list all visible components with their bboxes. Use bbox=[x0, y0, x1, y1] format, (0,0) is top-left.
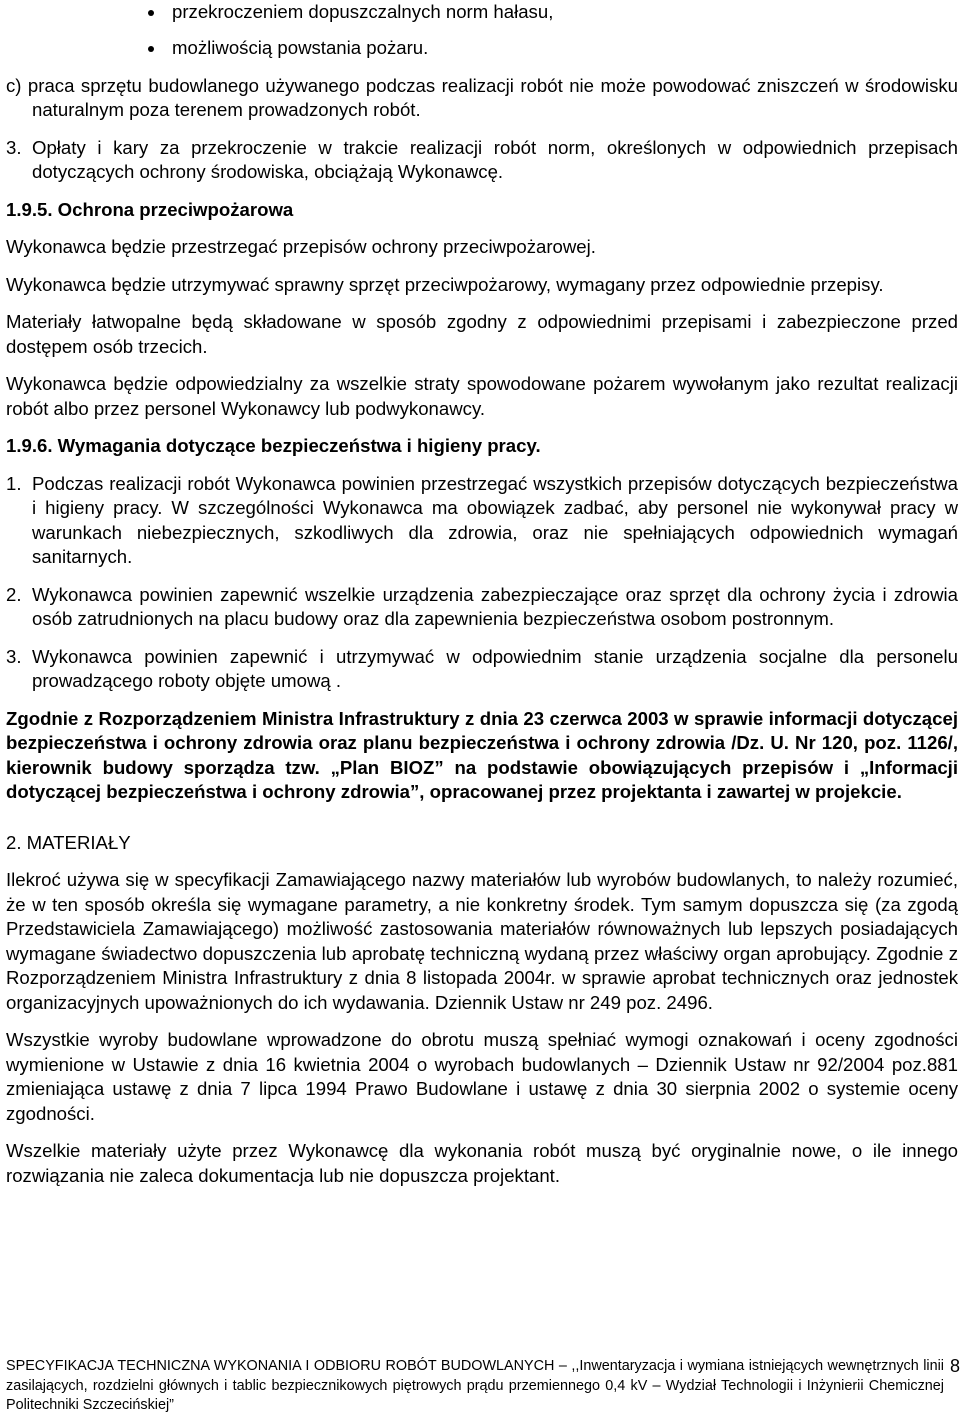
item-3-text: Opłaty i kary za przekroczenie w trakcie realizacji robót norm, określonych w odpowiednich przepisach dotyczących ochrony środowiska, obciążają Wykonawcę. bbox=[32, 136, 958, 182]
list-item bbox=[6, 472, 958, 570]
page-footer bbox=[6, 1357, 958, 1416]
paragraph: Materiały łatwopalne będą składowane w sposób zgodny z odpowiednimi przepisami i zabezpieczone przed dostępem osób trzecich. bbox=[6, 311, 958, 357]
list-item-text: Podczas realizacji robót Wykonawca powinien przestrzegać wszystkich przepisów dotyczących bezpieczeństwa i higieny pracy. W szczególności Wykonawca ma obowiązek zadbać, aby personel nie wykonywał pracy w warunkach niebezpiecznych, szkodliwych dla zdrowia, oraz nie spełniających odpowiednich wymagań sanitarnych. bbox=[32, 472, 958, 567]
section-heading-1-9-5: 1.9.5. Ochrona przeciwpożarowa bbox=[6, 198, 294, 220]
list-item-text: Wykonawca powinien zapewnić wszelkie urządzenia zabezpieczające oraz sprzęt dla ochrony życia i zdrowia osób zatrudnionych na placu budowy oraz dla zapewnienia bezpieczeństwa osobom postronnym. bbox=[32, 583, 958, 629]
list-item-number: 2. bbox=[6, 583, 22, 605]
bioz-paragraph: Zgodnie z Rozporządzeniem Ministra Infrastruktury z dnia 23 czerwca 2003 w sprawie informacji dotyczącej bezpieczeństwa i ochrony zdrowia oraz planu bezpieczeństwa i ochrony zdrowia /Dz. U. Nr 120, poz. 1126/, kierownik budowy sporządza tzw. „Plan BIOZ” na podstawie obowiązujących przepisów i „Informacji dotyczącej bezpieczeństwa i ochrony zdrowia”, opracowanej przez projektanta i zawartej w projekcie. bbox=[6, 707, 958, 802]
bullet-list bbox=[6, 0, 958, 61]
paragraph: Wszelkie materiały użyte przez Wykonawcę dla wykonania robót muszą być oryginalnie nowe, o ile innego rozwiązania nie zaleca dokumentacja lub nie dopuszcza projektant. bbox=[6, 1140, 958, 1186]
bullet-dot-icon bbox=[148, 10, 154, 16]
bullet-item bbox=[6, 0, 958, 24]
paragraph: Wykonawca będzie odpowiedzialny za wszelkie straty spowodowane pożarem wywołanym jako rezultat realizacji robót albo przez personel Wykonawcy lub podwykonawcy. bbox=[6, 373, 958, 419]
page-number: 8 bbox=[949, 1356, 960, 1376]
item-3 bbox=[6, 136, 958, 185]
paragraph: Wszystkie wyroby budowlane wprowadzone do obrotu muszą spełniać wymogi oznakowań i oceny zgodności wymienione w Ustawie z dnia 16 kwietnia 2004 o wyrobach budowlanych – Dziennik Ustaw nr 92/2004 poz.881 zmieniająca ustawę z dnia 7 lipca 1994 Prawo Budowlane i ustawę z dnia 30 sierpnia 2002 o systemie oceny zgodności. bbox=[6, 1029, 958, 1124]
section-heading-2: 2. MATERIAŁY bbox=[6, 831, 131, 853]
list-item bbox=[6, 645, 958, 694]
list-item-number: 3. bbox=[6, 645, 22, 667]
list-item-number: 1. bbox=[6, 472, 22, 494]
list-item-text: Wykonawca powinien zapewnić i utrzymywać w odpowiednim stanie urządzenia socjalne dla personelu prowadzącego roboty objęte umową . bbox=[32, 645, 958, 691]
list-item bbox=[6, 583, 958, 632]
item-c: c) praca sprzętu budowlanego używanego podczas realizacji robót nie może powodować zniszczeń w środowisku naturalnym poza terenem prowadzonych robót. bbox=[6, 74, 958, 120]
section-heading-1-9-6: 1.9.6. Wymagania dotyczące bezpieczeństwa i higieny pracy. bbox=[6, 435, 541, 456]
bullet-text: możliwością powstania pożaru. bbox=[172, 37, 429, 58]
paragraph: Wykonawca będzie utrzymywać sprawny sprzęt przeciwpożarowy, wymagany przez odpowiednie przepisy. bbox=[6, 273, 884, 295]
item-3-number: 3. bbox=[6, 136, 22, 158]
bullet-text: przekroczeniem dopuszczalnych norm hałasu, bbox=[172, 1, 554, 22]
footer-text: SPECYFIKACJA TECHNICZNA WYKONANIA I ODBIORU ROBÓT BUDOWLANYCH – ,,Inwentaryzacja i wymiana istniejących wewnętrznych linii zasilających, rozdzielni głównych i tablic bezpiecznikowych piętrowych prądu przemiennego 0,4 kV – Wydział Technologii i Inżynierii Chemicznej Politechniki Szczecińskiej” bbox=[6, 1358, 944, 1413]
paragraph: Wykonawca będzie przestrzegać przepisów ochrony przeciwpożarowej. bbox=[6, 236, 596, 257]
bullet-item bbox=[6, 36, 958, 61]
bullet-dot-icon bbox=[148, 46, 154, 52]
paragraph: Ilekroć używa się w specyfikacji Zamawiającego nazwy materiałów lub wyrobów budowlanych, to należy rozumieć, że w ten sposób określa się wymagane parametry, a nie konkretny środek. Tym samym dopuszcza się (za zgodą Przedstawiciela Zamawiającego) możliwość zastosowania materiałów równoważnych lub lepszych posiadających wymagane świadectwo dopuszczenia lub aprobatę techniczną wydaną przez właściwy organ aprobujący. Zgodnie z Rozporządzeniem Ministra Infrastruktury z dnia 8 listopada 2004r. w sprawie aprobat technicznych oraz jednostek organizacyjnych upoważnionych do ich wydawania. Dziennik Ustaw nr 249 poz. 2496. bbox=[6, 869, 958, 1013]
